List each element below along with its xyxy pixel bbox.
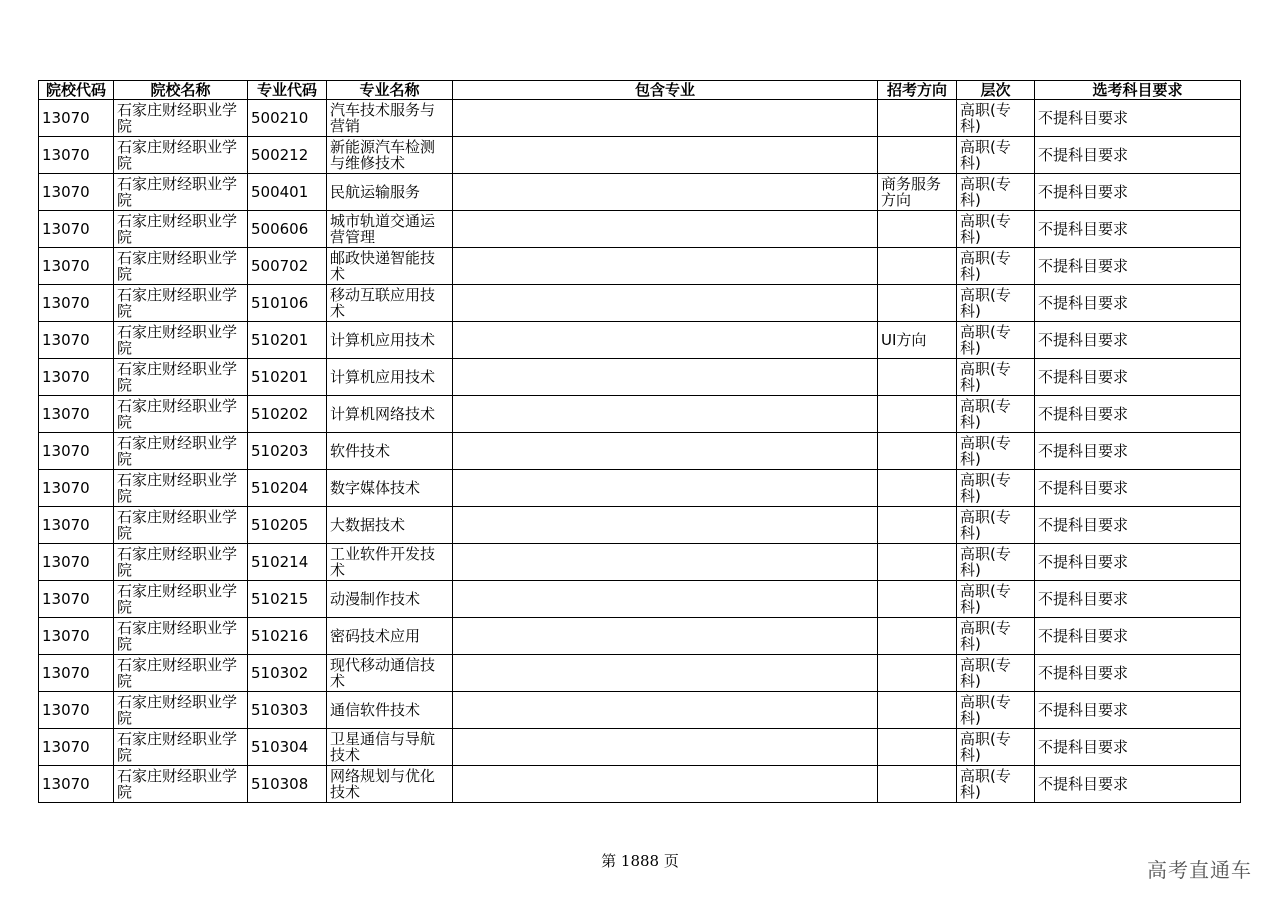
level-cell: 高职(专科) bbox=[957, 766, 1035, 803]
school-name-cell: 石家庄财经职业学院 bbox=[114, 729, 248, 766]
level-cell: 高职(专科) bbox=[957, 544, 1035, 581]
table-row bbox=[39, 137, 1241, 174]
major-name-cell: 移动互联应用技术 bbox=[327, 285, 453, 322]
school-code-cell: 13070 bbox=[39, 655, 114, 692]
direction-cell bbox=[878, 729, 957, 766]
school-name-cell: 石家庄财经职业学院 bbox=[114, 618, 248, 655]
major-code-cell: 500210 bbox=[248, 100, 327, 137]
school-name-cell: 石家庄财经职业学院 bbox=[114, 248, 248, 285]
major-name-cell: 软件技术 bbox=[327, 433, 453, 470]
table-row bbox=[39, 100, 1241, 137]
header-cell: 专业名称 bbox=[327, 81, 453, 100]
school-code-cell: 13070 bbox=[39, 544, 114, 581]
school-code-cell: 13070 bbox=[39, 174, 114, 211]
table-row bbox=[39, 655, 1241, 692]
major-name-cell: 数字媒体技术 bbox=[327, 470, 453, 507]
included-majors-cell bbox=[453, 396, 878, 433]
major-name-cell: 网络规划与优化技术 bbox=[327, 766, 453, 803]
major-code-cell: 510204 bbox=[248, 470, 327, 507]
major-code-cell: 510201 bbox=[248, 359, 327, 396]
direction-cell bbox=[878, 100, 957, 137]
header-cell: 专业代码 bbox=[248, 81, 327, 100]
direction-cell bbox=[878, 692, 957, 729]
subject-requirement-cell: 不提科目要求 bbox=[1035, 396, 1241, 433]
subject-requirement-cell: 不提科目要求 bbox=[1035, 359, 1241, 396]
major-name-cell: 计算机应用技术 bbox=[327, 359, 453, 396]
included-majors-cell bbox=[453, 618, 878, 655]
subject-requirement-cell: 不提科目要求 bbox=[1035, 655, 1241, 692]
included-majors-cell bbox=[453, 581, 878, 618]
included-majors-cell bbox=[453, 692, 878, 729]
table-row bbox=[39, 470, 1241, 507]
major-code-cell: 510201 bbox=[248, 322, 327, 359]
included-majors-cell bbox=[453, 322, 878, 359]
subject-requirement-cell: 不提科目要求 bbox=[1035, 544, 1241, 581]
major-name-cell: 汽车技术服务与营销 bbox=[327, 100, 453, 137]
direction-cell bbox=[878, 470, 957, 507]
school-name-cell: 石家庄财经职业学院 bbox=[114, 581, 248, 618]
school-name-cell: 石家庄财经职业学院 bbox=[114, 285, 248, 322]
school-name-cell: 石家庄财经职业学院 bbox=[114, 433, 248, 470]
table-row bbox=[39, 359, 1241, 396]
direction-cell bbox=[878, 766, 957, 803]
major-code-cell: 500212 bbox=[248, 137, 327, 174]
direction-cell bbox=[878, 655, 957, 692]
school-name-cell: 石家庄财经职业学院 bbox=[114, 470, 248, 507]
school-code-cell: 13070 bbox=[39, 359, 114, 396]
direction-cell bbox=[878, 433, 957, 470]
school-code-cell: 13070 bbox=[39, 211, 114, 248]
school-code-cell: 13070 bbox=[39, 470, 114, 507]
school-code-cell: 13070 bbox=[39, 729, 114, 766]
table-row bbox=[39, 766, 1241, 803]
level-cell: 高职(专科) bbox=[957, 285, 1035, 322]
subject-requirement-cell: 不提科目要求 bbox=[1035, 248, 1241, 285]
major-name-cell: 密码技术应用 bbox=[327, 618, 453, 655]
major-name-cell: 工业软件开发技术 bbox=[327, 544, 453, 581]
header-cell: 院校代码 bbox=[39, 81, 114, 100]
header-cell: 包含专业 bbox=[453, 81, 878, 100]
major-name-cell: 邮政快递智能技术 bbox=[327, 248, 453, 285]
direction-cell bbox=[878, 581, 957, 618]
school-name-cell: 石家庄财经职业学院 bbox=[114, 211, 248, 248]
school-code-cell: 13070 bbox=[39, 322, 114, 359]
level-cell: 高职(专科) bbox=[957, 174, 1035, 211]
major-name-cell: 民航运输服务 bbox=[327, 174, 453, 211]
direction-cell bbox=[878, 618, 957, 655]
subject-requirement-cell: 不提科目要求 bbox=[1035, 470, 1241, 507]
level-cell: 高职(专科) bbox=[957, 137, 1035, 174]
table-row bbox=[39, 285, 1241, 322]
level-cell: 高职(专科) bbox=[957, 100, 1035, 137]
included-majors-cell bbox=[453, 359, 878, 396]
school-code-cell: 13070 bbox=[39, 692, 114, 729]
included-majors-cell bbox=[453, 100, 878, 137]
level-cell: 高职(专科) bbox=[957, 692, 1035, 729]
major-code-cell: 500401 bbox=[248, 174, 327, 211]
table-row bbox=[39, 507, 1241, 544]
header-cell: 选考科目要求 bbox=[1035, 81, 1241, 100]
level-cell: 高职(专科) bbox=[957, 470, 1035, 507]
level-cell: 高职(专科) bbox=[957, 396, 1035, 433]
school-code-cell: 13070 bbox=[39, 396, 114, 433]
major-name-cell: 计算机网络技术 bbox=[327, 396, 453, 433]
school-code-cell: 13070 bbox=[39, 137, 114, 174]
table-row bbox=[39, 692, 1241, 729]
level-cell: 高职(专科) bbox=[957, 359, 1035, 396]
level-cell: 高职(专科) bbox=[957, 618, 1035, 655]
school-name-cell: 石家庄财经职业学院 bbox=[114, 655, 248, 692]
level-cell: 高职(专科) bbox=[957, 248, 1035, 285]
table-row bbox=[39, 544, 1241, 581]
school-code-cell: 13070 bbox=[39, 285, 114, 322]
direction-cell bbox=[878, 248, 957, 285]
major-name-cell: 动漫制作技术 bbox=[327, 581, 453, 618]
major-code-cell: 510308 bbox=[248, 766, 327, 803]
direction-cell: 商务服务方向 bbox=[878, 174, 957, 211]
table-row bbox=[39, 211, 1241, 248]
table-row bbox=[39, 433, 1241, 470]
direction-cell bbox=[878, 359, 957, 396]
direction-cell: UI方向 bbox=[878, 322, 957, 359]
subject-requirement-cell: 不提科目要求 bbox=[1035, 433, 1241, 470]
direction-cell bbox=[878, 285, 957, 322]
major-code-cell: 500702 bbox=[248, 248, 327, 285]
subject-requirement-cell: 不提科目要求 bbox=[1035, 692, 1241, 729]
major-name-cell: 城市轨道交通运营管理 bbox=[327, 211, 453, 248]
included-majors-cell bbox=[453, 655, 878, 692]
watermark: 高考直通车 bbox=[1147, 858, 1252, 882]
subject-requirement-cell: 不提科目要求 bbox=[1035, 729, 1241, 766]
table-row bbox=[39, 581, 1241, 618]
major-name-cell: 新能源汽车检测与维修技术 bbox=[327, 137, 453, 174]
major-name-cell: 通信软件技术 bbox=[327, 692, 453, 729]
included-majors-cell bbox=[453, 285, 878, 322]
school-name-cell: 石家庄财经职业学院 bbox=[114, 137, 248, 174]
included-majors-cell bbox=[453, 248, 878, 285]
school-code-cell: 13070 bbox=[39, 507, 114, 544]
major-code-cell: 500606 bbox=[248, 211, 327, 248]
school-name-cell: 石家庄财经职业学院 bbox=[114, 359, 248, 396]
school-code-cell: 13070 bbox=[39, 248, 114, 285]
included-majors-cell bbox=[453, 544, 878, 581]
table-row bbox=[39, 618, 1241, 655]
subject-requirement-cell: 不提科目要求 bbox=[1035, 100, 1241, 137]
subject-requirement-cell: 不提科目要求 bbox=[1035, 211, 1241, 248]
subject-requirement-cell: 不提科目要求 bbox=[1035, 322, 1241, 359]
subject-requirement-cell: 不提科目要求 bbox=[1035, 507, 1241, 544]
subject-requirement-cell: 不提科目要求 bbox=[1035, 581, 1241, 618]
direction-cell bbox=[878, 396, 957, 433]
header-cell: 招考方向 bbox=[878, 81, 957, 100]
level-cell: 高职(专科) bbox=[957, 581, 1035, 618]
school-code-cell: 13070 bbox=[39, 100, 114, 137]
page-number: 第 1888 页 bbox=[601, 852, 679, 870]
table-row bbox=[39, 322, 1241, 359]
major-name-cell: 现代移动通信技术 bbox=[327, 655, 453, 692]
school-name-cell: 石家庄财经职业学院 bbox=[114, 766, 248, 803]
included-majors-cell bbox=[453, 766, 878, 803]
table-row bbox=[39, 729, 1241, 766]
table-body bbox=[39, 100, 1241, 803]
direction-cell bbox=[878, 544, 957, 581]
major-code-cell: 510106 bbox=[248, 285, 327, 322]
major-code-cell: 510214 bbox=[248, 544, 327, 581]
level-cell: 高职(专科) bbox=[957, 507, 1035, 544]
included-majors-cell bbox=[453, 174, 878, 211]
school-name-cell: 石家庄财经职业学院 bbox=[114, 322, 248, 359]
level-cell: 高职(专科) bbox=[957, 322, 1035, 359]
major-code-cell: 510203 bbox=[248, 433, 327, 470]
level-cell: 高职(专科) bbox=[957, 211, 1035, 248]
included-majors-cell bbox=[453, 211, 878, 248]
header-cell: 层次 bbox=[957, 81, 1035, 100]
subject-requirement-cell: 不提科目要求 bbox=[1035, 766, 1241, 803]
school-name-cell: 石家庄财经职业学院 bbox=[114, 544, 248, 581]
school-code-cell: 13070 bbox=[39, 618, 114, 655]
subject-requirement-cell: 不提科目要求 bbox=[1035, 137, 1241, 174]
level-cell: 高职(专科) bbox=[957, 729, 1035, 766]
school-name-cell: 石家庄财经职业学院 bbox=[114, 396, 248, 433]
school-name-cell: 石家庄财经职业学院 bbox=[114, 692, 248, 729]
major-code-cell: 510215 bbox=[248, 581, 327, 618]
included-majors-cell bbox=[453, 729, 878, 766]
level-cell: 高职(专科) bbox=[957, 655, 1035, 692]
subject-requirement-cell: 不提科目要求 bbox=[1035, 285, 1241, 322]
major-code-cell: 510205 bbox=[248, 507, 327, 544]
major-name-cell: 大数据技术 bbox=[327, 507, 453, 544]
header-row bbox=[39, 81, 1241, 100]
major-code-cell: 510304 bbox=[248, 729, 327, 766]
school-name-cell: 石家庄财经职业学院 bbox=[114, 100, 248, 137]
subject-requirement-cell: 不提科目要求 bbox=[1035, 618, 1241, 655]
direction-cell bbox=[878, 137, 957, 174]
table-row bbox=[39, 174, 1241, 211]
major-code-cell: 510302 bbox=[248, 655, 327, 692]
included-majors-cell bbox=[453, 507, 878, 544]
table-row bbox=[39, 248, 1241, 285]
subject-requirement-cell: 不提科目要求 bbox=[1035, 174, 1241, 211]
school-code-cell: 13070 bbox=[39, 581, 114, 618]
header-cell: 院校名称 bbox=[114, 81, 248, 100]
level-cell: 高职(专科) bbox=[957, 433, 1035, 470]
major-code-cell: 510202 bbox=[248, 396, 327, 433]
school-name-cell: 石家庄财经职业学院 bbox=[114, 507, 248, 544]
major-name-cell: 卫星通信与导航技术 bbox=[327, 729, 453, 766]
school-code-cell: 13070 bbox=[39, 766, 114, 803]
major-code-cell: 510216 bbox=[248, 618, 327, 655]
school-name-cell: 石家庄财经职业学院 bbox=[114, 174, 248, 211]
included-majors-cell bbox=[453, 470, 878, 507]
direction-cell bbox=[878, 211, 957, 248]
major-code-cell: 510303 bbox=[248, 692, 327, 729]
school-code-cell: 13070 bbox=[39, 433, 114, 470]
direction-cell bbox=[878, 507, 957, 544]
included-majors-cell bbox=[453, 137, 878, 174]
included-majors-cell bbox=[453, 433, 878, 470]
table-row bbox=[39, 396, 1241, 433]
major-name-cell: 计算机应用技术 bbox=[327, 322, 453, 359]
admission-table bbox=[38, 80, 1241, 803]
